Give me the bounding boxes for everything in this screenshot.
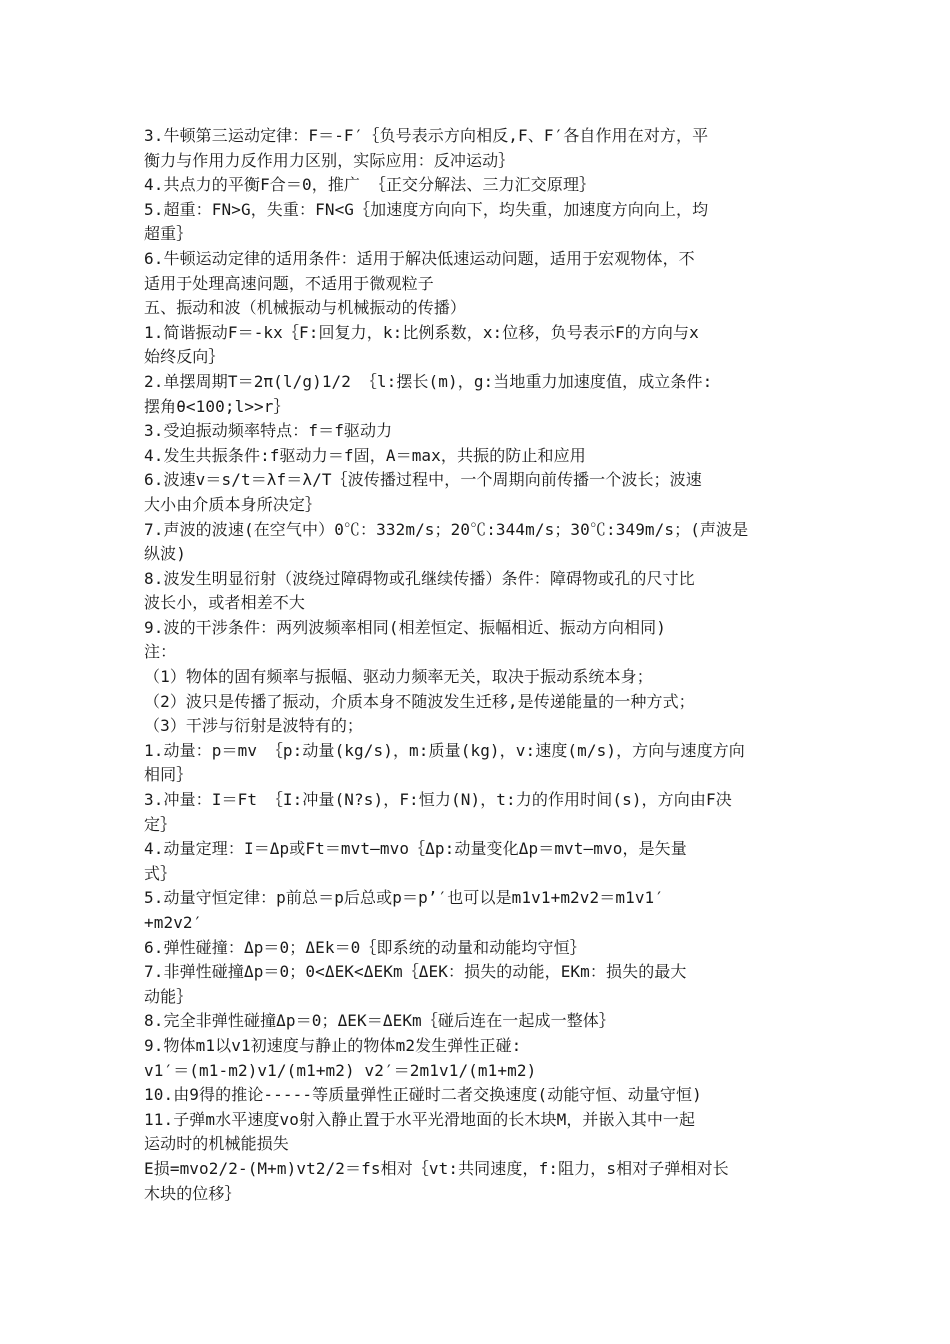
text-line: 11.子弹m水平速度vo射入静止置于水平光滑地面的长木块M，并嵌入其中一起: [144, 1109, 696, 1129]
text-line: 衡力与作用力反作用力区别，实际应用：反冲运动｝: [144, 150, 515, 170]
text-line: 3.冲量：I＝Ft ｛I:冲量(N?s)，F:恒力(N)，t:力的作用时间(s)，方向由F决: [144, 790, 732, 810]
text-line: 3.牛顿第三运动定律：F＝-F′｛负号表示方向相反,F、F′各自作用在对方，平: [144, 126, 709, 145]
text-line: +m2v2′: [144, 913, 203, 932]
section-heading: 五、振动和波（机械振动与机械振动的传播）: [144, 298, 467, 318]
text-line: 纵波): [144, 544, 186, 564]
text-line: 4.动量定理：I＝Δp或Ft＝mvt–mvo｛Δp:动量变化Δp＝mvt–mvo，是矢量: [144, 839, 687, 859]
text-line: 5.动量守恒定律：p前总＝p后总或p＝p’′也可以是m1v1+m2v2＝m1v1′: [144, 888, 665, 908]
text-line: 4.共点力的平衡F合＝0，推广 ｛正交分解法、三力汇交原理｝: [144, 175, 596, 195]
text-line: 4.发生共振条件:f驱动力＝f固，A＝max，共振的防止和应用: [144, 445, 586, 465]
text-line: 相同｝: [144, 765, 193, 785]
text-line: 6.弹性碰撞：Δp＝0；ΔEk＝0｛即系统的动量和动能均守恒｝: [144, 937, 586, 957]
text-line: 大小由介质本身所决定｝: [144, 494, 322, 514]
text-line: 9.物体m1以v1初速度与静止的物体m2发生弹性正碰:: [144, 1035, 522, 1055]
text-line: 超重｝: [144, 224, 193, 244]
text-line: 9.波的干涉条件：两列波频率相同(相差恒定、振幅相近、振动方向相同): [144, 617, 666, 637]
text-line: 木块的位移｝: [144, 1183, 241, 1203]
text-line: 7.非弹性碰撞Δp＝0；0<ΔEK<ΔEKm｛ΔEK：损失的动能，EKm：损失的最大: [144, 962, 687, 982]
note-item: （2）波只是传播了振动，介质本身不随波发生迁移,是传递能量的一种方式；: [144, 691, 695, 711]
text-line: 6.牛顿运动定律的适用条件：适用于解决低速运动问题，适用于宏观物体，不: [144, 248, 695, 268]
text-line: 10.由9得的推论-----等质量弹性正碰时二者交换速度(动能守恒、动量守恒): [144, 1085, 702, 1105]
text-line: 适用于处理高速问题，不适用于微观粒子: [144, 273, 434, 293]
note-heading: 注：: [144, 642, 177, 662]
text-line: 6.波速v＝s/t＝λf＝λ/T｛波传播过程中，一个周期向前传播一个波长；波速: [144, 470, 702, 490]
text-line: E损=mvo2/2-(M+m)vt2/2＝fs相对｛vt:共同速度，f:阻力，s相对子弹相对长: [144, 1158, 729, 1178]
document-body: [144, 124, 812, 1206]
text-line: 2.单摆周期T＝2π(l/g)1/2 ｛l:摆长(m)，g:当地重力加速度值，成立条件:: [144, 371, 713, 391]
text-line: 运动时的机械能损失: [144, 1134, 289, 1154]
text-line: 5.超重：FN>G，失重：FN<G｛加速度方向向下，均失重，加速度方向向上，均: [144, 199, 709, 219]
text-line: 1.动量：p＝mv ｛p:动量(kg/s)，m:质量(kg)，v:速度(m/s)，方向与速度方向: [144, 740, 745, 760]
text-line: 摆角θ<100;l>>r｝: [144, 396, 290, 416]
note-item: （1）物体的固有频率与振幅、驱动力频率无关，取决于振动系统本身；: [144, 667, 653, 687]
text-line: 3.受迫振动频率特点：f＝f驱动力: [144, 421, 393, 441]
text-line: 动能｝: [144, 986, 193, 1006]
text-line: 1.简谐振动F＝-kx｛F:回复力，k:比例系数，x:位移，负号表示F的方向与x: [144, 322, 699, 342]
text-line: v1′＝(m1-m2)v1/(m1+m2) v2′＝2m1v1/(m1+m2): [144, 1060, 537, 1080]
text-line: 7.声波的波速(在空气中）0℃：332m/s；20℃:344m/s；30℃:349m/s；(声波是: [144, 519, 749, 539]
text-line: 始终反向｝: [144, 347, 225, 367]
text-line: 式｝: [144, 863, 177, 883]
text-line: 定｝: [144, 814, 177, 834]
text-line: 8.完全非弹性碰撞Δp＝0；ΔEK＝ΔEKm｛碰后连在一起成一整体｝: [144, 1011, 615, 1031]
text-line: 8.波发生明显衍射（波绕过障碍物或孔继续传播）条件：障碍物或孔的尺寸比: [144, 568, 695, 588]
text-line: 波长小，或者相差不大: [144, 593, 306, 613]
note-item: （3）干涉与衍射是波特有的；: [144, 716, 364, 736]
